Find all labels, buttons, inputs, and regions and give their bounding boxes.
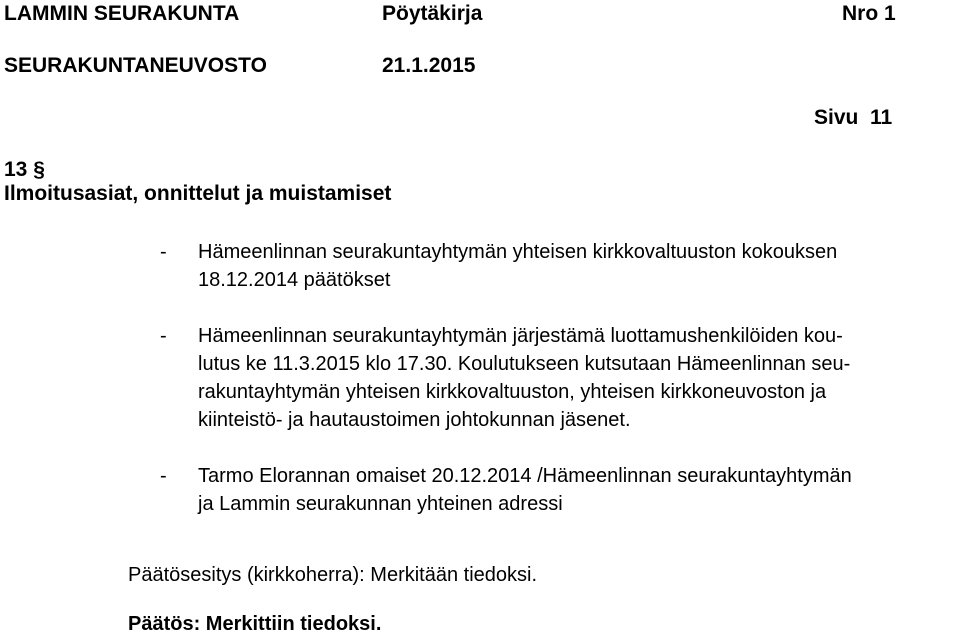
section-title: Ilmoitusasiat, onnittelut ja muistamiset (4, 182, 392, 205)
section-number: 13 § (4, 158, 45, 181)
list-item-line: ja Lammin seurakunnan yhteinen adressi (198, 493, 563, 515)
list-item-line: Hämeenlinnan seurakuntayhtymän järjestämä luottamushenkilöiden kou- (198, 325, 843, 347)
list-dash: - (160, 325, 167, 347)
list-item-line: Tarmo Elorannan omaiset 20.12.2014 /Hämeenlinnan seurakuntayhtymän (198, 465, 852, 487)
list-item-line: lutus ke 11.3.2015 klo 17.30. Koulutukseen kutsutaan Hämeenlinnan seu- (198, 353, 851, 375)
list-item-line: 18.12.2014 päätökset (198, 269, 391, 291)
list-item (160, 462, 960, 518)
meeting-date: 21.1.2015 (382, 54, 476, 77)
decision-proposal: Päätösesitys (kirkkoherra): Merkitään tiedoksi. (128, 564, 538, 586)
document-number: Nro 1 (842, 2, 896, 25)
list-item (160, 238, 960, 294)
list-dash: - (160, 241, 167, 263)
announcement-list (160, 238, 960, 546)
list-dash: - (160, 465, 167, 487)
list-item-line: rakuntayhtymän yhteisen kirkkovaltuuston, yhteisen kirkkoneuvoston ja (198, 381, 827, 403)
page-number: Sivu 11 (814, 106, 893, 129)
governing-body-name: SEURAKUNTANEUVOSTO (4, 54, 267, 77)
list-item (160, 322, 960, 434)
list-item-line: kiinteistö- ja hautaustoimen johtokunnan jäsenet. (198, 409, 631, 431)
document-type: Pöytäkirja (382, 2, 483, 25)
list-item-line: Hämeenlinnan seurakuntayhtymän yhteisen kirkkovaltuuston kokouksen (198, 241, 838, 263)
decision: Päätös: Merkittiin tiedoksi. (128, 613, 382, 635)
organization-name: LAMMIN SEURAKUNTA (4, 2, 240, 25)
